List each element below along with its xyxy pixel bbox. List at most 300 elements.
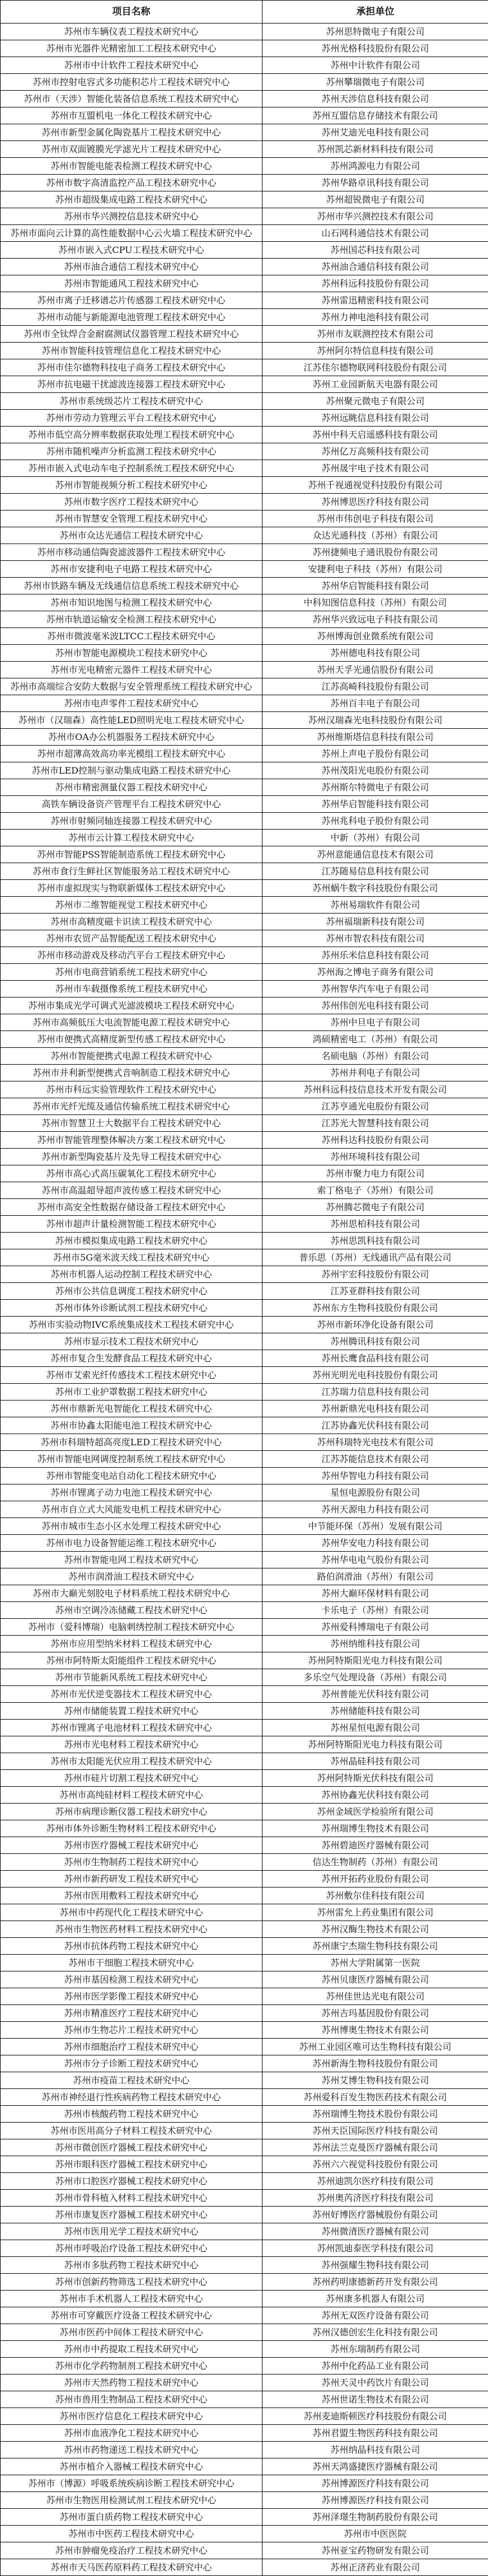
organization-cell: 苏州药明康德新药开发有限公司 (262, 2274, 488, 2291)
table-row (1, 175, 488, 191)
project-name-cell: 苏州市农贸产品智能配送工程技术研究中心 (1, 930, 262, 947)
table-row (1, 1669, 488, 1686)
table-row (1, 1652, 488, 1669)
table-row (1, 191, 488, 208)
organization-cell: 苏州中化药品工业有限公司 (262, 2358, 488, 2374)
project-name-cell: 苏州市众达光通信工程技术研究中心 (1, 527, 262, 544)
project-name-cell: 苏州市体外诊断生物材料工程技术研究中心 (1, 1820, 262, 1837)
table-row (1, 309, 488, 326)
organization-cell: 苏州碧迪医疗器械有限公司 (262, 1837, 488, 1854)
table-row (1, 1249, 488, 1266)
project-name-cell: 苏州市医学影像工程技术研究中心 (1, 1988, 262, 2005)
project-name-cell: 苏州市呼吸治疗设备工程技术研究中心 (1, 2240, 262, 2257)
organization-cell: 苏州宇宏科技股份有限公司 (262, 1266, 488, 1283)
project-name-cell: 苏州市神经退行性疾病药物工程技术研究中心 (1, 2089, 262, 2106)
organization-cell: 苏州维斯塔信息科技有限公司 (262, 729, 488, 746)
project-name-cell: 苏州市全钛焊合金耐腐测试仪器管理工程技术研究中心 (1, 326, 262, 343)
project-name-cell: 苏州市中计软件工程技术研究中心 (1, 57, 262, 74)
organization-cell: 苏州科远科技股份有限公司 (262, 275, 488, 292)
organization-cell: 中新（苏州）有限公司 (262, 830, 488, 846)
project-name-cell: 苏州市核酸药物工程技术研究中心 (1, 2106, 262, 2123)
project-name-cell: 苏州市智能管理整体解决方案工程技术研究中心 (1, 1132, 262, 1149)
project-name-cell: 苏州市协鑫太阳能电池工程技术研究中心 (1, 1417, 262, 1434)
organization-cell: 苏州华安电力科技有限公司 (262, 1535, 488, 1552)
organization-cell: 苏州华启智能科技有限公司 (262, 796, 488, 813)
project-name-cell: 苏州市LED控制与驱动集成电路工程技术研究中心 (1, 762, 262, 779)
organization-cell: 苏州科达科技股份有限公司 (262, 1132, 488, 1149)
table-row (1, 1720, 488, 1736)
project-name-cell: 苏州市智能电网调度控制系统工程技术研究中心 (1, 1451, 262, 1468)
table-row (1, 2526, 488, 2542)
project-name-cell: 苏州市高温超导超声波传感工程技术研究中心 (1, 1182, 262, 1199)
table-row (1, 981, 488, 997)
organization-cell: 苏州思凯科技有限公司 (262, 1233, 488, 1249)
table-row (1, 1417, 488, 1434)
table-row (1, 1098, 488, 1115)
table-row (1, 2123, 488, 2139)
table-row (1, 1165, 488, 1182)
table-row (1, 2240, 488, 2257)
project-name-cell: 苏州市食行生鲜社区智能服务站工程技术研究中心 (1, 863, 262, 880)
table-row (1, 762, 488, 779)
organization-cell: 苏州市友联测控技术有限公司 (262, 326, 488, 343)
organization-cell: 苏州华智电力科技有限公司 (262, 1468, 488, 1484)
table-row (1, 2509, 488, 2526)
project-name-cell: 苏州市锂离子电池材料工程技术研究中心 (1, 1720, 262, 1736)
table-row (1, 1518, 488, 1535)
organization-cell: 苏州康多机器人有限公司 (262, 2291, 488, 2307)
organization-cell: 苏州捷频电子通讯股份有限公司 (262, 544, 488, 561)
project-name-cell: 苏州市（汉瑞森）高性能LED照明光电工程技术研究中心 (1, 712, 262, 729)
organization-cell: 苏州福瑞新科技有限公司 (262, 914, 488, 930)
organization-cell: 苏州纳晶科技有限公司 (262, 2442, 488, 2458)
table-row (1, 796, 488, 813)
organization-cell: 安捷利电子科技（苏州）有限公司 (262, 561, 488, 578)
project-name-cell: 苏州市口腔医疗器械工程技术研究中心 (1, 2173, 262, 2190)
organization-cell: 鸿硕精密电工（苏州）有限公司 (262, 1031, 488, 1048)
organization-cell: 苏州工业园新航天电器有限公司 (262, 376, 488, 393)
organization-cell: 苏州新鼎光电科技有限公司 (262, 1401, 488, 1417)
organization-cell: 苏州六六视觉科技股份有限公司 (262, 2156, 488, 2173)
project-name-cell: 苏州市集成光学可调式光滤波模块工程技术研究中心 (1, 997, 262, 1014)
project-name-cell: 苏州市医药中间体工程技术研究中心 (1, 2324, 262, 2341)
organization-cell: 苏州阿特斯阳光电力科技有限公司 (262, 1652, 488, 1669)
table-row (1, 1300, 488, 1317)
project-name-cell: 苏州市高端综合安防大数据与安全管理系统工程技术研究中心 (1, 678, 262, 695)
project-name-cell: 苏州市移动通信陶瓷滤波器件工程技术研究中心 (1, 544, 262, 561)
table-row (1, 1350, 488, 1367)
project-name-cell: 苏州市5G毫米波天线工程技术研究中心 (1, 1249, 262, 1266)
project-name-cell: 苏州市科远实验管理软件工程技术研究中心 (1, 1081, 262, 1098)
table-row (1, 2072, 488, 2089)
project-name-cell: 苏州市可穿戴医疗设备工程技术研究中心 (1, 2307, 262, 2324)
table-row (1, 594, 488, 611)
project-name-cell: 苏州市抗体药物工程技术研究中心 (1, 1938, 262, 1955)
project-name-cell: 苏州市油合通信工程技术研究中心 (1, 259, 262, 275)
table-row (1, 1182, 488, 1199)
project-name-cell: 苏州市锂离子动力电池工程技术研究中心 (1, 1484, 262, 1501)
organization-cell: 苏州星恒电源有限公司 (262, 1720, 488, 1736)
organization-cell: 星恒电源股份有限公司 (262, 1484, 488, 1501)
project-name-cell: 苏州市智慧安全管理工程技术研究中心 (1, 510, 262, 527)
project-name-cell: 苏州市知识地图与检测工程技术研究中心 (1, 594, 262, 611)
project-name-cell: 苏州市智能PSS智能制造系统工程技术研究中心 (1, 846, 262, 863)
organization-cell: 苏州斯尔特微电子有限公司 (262, 779, 488, 796)
table-row (1, 1081, 488, 1098)
table-row (1, 1988, 488, 2005)
table-row (1, 1031, 488, 1048)
organization-cell: 苏州远眺信息科技有限公司 (262, 410, 488, 427)
project-name-cell: 苏州市智能视频分析工程技术研究中心 (1, 477, 262, 494)
project-name-cell: 苏州市光电精密元器件工程技术研究中心 (1, 662, 262, 678)
project-name-cell: 苏州市虚拟现实与物联新媒体工程技术研究中心 (1, 880, 262, 897)
project-name-cell: 苏州市医疗信息化工程技术研究中心 (1, 2408, 262, 2425)
organization-cell: 索丁格电子（苏州）有限公司 (262, 1182, 488, 1199)
organization-cell: 卡乐电子（苏州）有限公司 (262, 1602, 488, 1619)
organization-cell: 苏州汉酶生物技术有限公司 (262, 1921, 488, 1938)
project-name-cell: 苏州市低空高分辨率数据获取处理工程技术研究中心 (1, 427, 262, 443)
project-name-cell: 苏州市节能新风系统工程技术研究中心 (1, 1669, 262, 1686)
table-row (1, 1484, 488, 1501)
table-row (1, 997, 488, 1014)
table-row (1, 1048, 488, 1065)
project-name-cell: 苏州市新型陶瓷基片及先导工程技术研究中心 (1, 1149, 262, 1165)
table-row (1, 376, 488, 393)
table-row (1, 2156, 488, 2173)
table-row (1, 2425, 488, 2442)
project-name-cell: 苏州市公共信息调度工程技术研究中心 (1, 1283, 262, 1300)
organization-cell: 苏州易瑞软件有限公司 (262, 897, 488, 914)
organization-cell: 苏州德电科技有限公司 (262, 645, 488, 662)
table-row (1, 1770, 488, 1787)
project-name-cell: 苏州市润滑油工程技术研究中心 (1, 1568, 262, 1585)
table-row (1, 1233, 488, 1249)
table-row (1, 779, 488, 796)
project-name-cell: 苏州市机器人运动控制工程技术研究中心 (1, 1266, 262, 1283)
project-name-cell: 苏州市中医药工程技术研究中心 (1, 2526, 262, 2542)
table-row (1, 527, 488, 544)
organization-cell: 江苏光大智慧科技有限公司 (262, 1115, 488, 1132)
project-name-cell: 苏州市车载摄像系统工程技术研究中心 (1, 981, 262, 997)
organization-cell: 名硕电脑（苏州）有限公司 (262, 1048, 488, 1065)
table-row (1, 813, 488, 830)
organization-cell: 苏州强耀生物科技有限公司 (262, 2257, 488, 2274)
organization-cell: 苏州超锐微电子有限公司 (262, 191, 488, 208)
organization-cell: 路伯润滑油（苏州）有限公司 (262, 1568, 488, 1585)
project-name-cell: 苏州市车辆仪表工程技术研究中心 (1, 24, 262, 40)
organization-cell: 苏州爱科百发生物医药技术有限公司 (262, 2089, 488, 2106)
organization-cell: 苏州中旦电子有限公司 (262, 1014, 488, 1031)
organization-cell: 苏州纳维科技有限公司 (262, 1636, 488, 1652)
table-row (1, 326, 488, 343)
organization-cell: 苏州市智农科技有限公司 (262, 930, 488, 947)
table-row (1, 695, 488, 712)
organization-cell: 苏州瑞博生物技术股份有限公司 (262, 2106, 488, 2123)
table-row (1, 1971, 488, 1988)
organization-cell: 苏州鸿源电力有限公司 (262, 158, 488, 175)
organization-cell: 苏州意能通信息技术有限公司 (262, 846, 488, 863)
project-name-cell: 苏州市移动游戏及移动汽平台工程技术研究中心 (1, 947, 262, 964)
organization-cell: 苏州贝康医疗器械有限公司 (262, 1971, 488, 1988)
table-row (1, 1333, 488, 1350)
project-name-cell: 苏州市植介入器械工程技术研究中心 (1, 2458, 262, 2475)
organization-cell: 苏州迪凯尔医疗科技有限公司 (262, 2173, 488, 2190)
table-row (1, 2039, 488, 2055)
table-row (1, 359, 488, 376)
project-name-cell: 苏州市细胞治疗工程技术研究中心 (1, 2039, 262, 2055)
organization-cell: 江苏亚群科技有限公司 (262, 1283, 488, 1300)
table-row (1, 1501, 488, 1518)
table-row (1, 2559, 488, 2576)
organization-cell: 苏州佳世达光电有限公司 (262, 1988, 488, 2005)
project-name-cell: 苏州市OA办公机器服务工程技术研究中心 (1, 729, 262, 746)
organization-cell: 苏州汉瑞森光电科技股份有限公司 (262, 712, 488, 729)
table-row (1, 1283, 488, 1300)
organization-cell: 苏州力神电池科技有限公司 (262, 309, 488, 326)
project-name-cell: 苏州市眼科医疗器械工程技术研究中心 (1, 2156, 262, 2173)
organization-cell: 信达生物制药（苏州）有限公司 (262, 1854, 488, 1871)
table-row (1, 897, 488, 914)
table-row (1, 930, 488, 947)
table-row (1, 1384, 488, 1401)
table-row (1, 40, 488, 57)
project-name-cell: 苏州市高安全性数据存储设备工程技术研究中心 (1, 1199, 262, 1216)
organization-cell: 多乐空气处理设备（苏州）有限公司 (262, 1669, 488, 1686)
organization-cell: 江苏协鑫光伏科技有限公司 (262, 1417, 488, 1434)
project-name-cell: 苏州市天马医药原料药工程技术研究中心 (1, 2559, 262, 2576)
table-row (1, 662, 488, 678)
table-row (1, 2089, 488, 2106)
table-row (1, 1619, 488, 1636)
table-row (1, 1887, 488, 1904)
table-row (1, 1686, 488, 1703)
organization-cell: 苏州乐米信息科技有限公司 (262, 947, 488, 964)
table-row (1, 947, 488, 964)
organization-cell: 苏州储能科技有限公司 (262, 1703, 488, 1720)
project-name-cell: 苏州市医用敷料工程技术研究中心 (1, 1887, 262, 1904)
project-name-cell: 苏州市劳动力管理云平台工程技术研究中心 (1, 410, 262, 427)
table-row (1, 2207, 488, 2223)
table-row (1, 578, 488, 594)
organization-cell: 苏州东方生物科技股份有限公司 (262, 1300, 488, 1317)
organization-cell: 苏州东瑞制药有限公司 (262, 2341, 488, 2358)
project-name-cell: 苏州市华兴测控信息技术研究中心 (1, 208, 262, 225)
table-row (1, 91, 488, 107)
table-row (1, 477, 488, 494)
table-row (1, 1736, 488, 1753)
project-name-cell: 苏州市射频同轴连接器工程技术研究中心 (1, 813, 262, 830)
project-name-cell: 苏州市空调冷冻储藏工程技术研究中心 (1, 1602, 262, 1619)
organization-cell: 苏州微清医疗器械有限公司 (262, 2223, 488, 2240)
organization-cell: 江苏瑞力信息科技有限公司 (262, 1384, 488, 1401)
organization-cell: 苏州并利电子有限公司 (262, 1065, 488, 1081)
organization-cell: 苏州攀瑞微电子有限公司 (262, 74, 488, 91)
organization-cell: 苏州天臣国际医疗科技有限公司 (262, 2123, 488, 2139)
project-name-cell: 苏州市嵌入式CPU工程技术研究中心 (1, 242, 262, 259)
table-row (1, 964, 488, 981)
table-row (1, 275, 488, 292)
organization-cell: 苏州华兴致远电子科技有限公司 (262, 611, 488, 628)
project-name-cell: 苏州市蛋白质药物工程技术研究中心 (1, 2509, 262, 2526)
column-header-project-name: 项目名称 (1, 1, 262, 24)
project-name-cell: 苏州市光伏逆变器技术工程技术研究中心 (1, 1686, 262, 1703)
organization-cell: 苏州敷尔佳科技有限公司 (262, 1887, 488, 1904)
table-row (1, 141, 488, 158)
table-row (1, 494, 488, 510)
organization-cell: 苏州工业园区唯可达生物科技有限公司 (262, 2039, 488, 2055)
organization-cell: 苏州中科天启遥感科技有限公司 (262, 427, 488, 443)
table-row (1, 1468, 488, 1484)
table-row (1, 124, 488, 141)
table-row (1, 2492, 488, 2509)
organization-cell: 苏州博奥生物技术有限公司 (262, 2022, 488, 2039)
organization-cell: 中科知图信息科技（苏州）有限公司 (262, 594, 488, 611)
table-row (1, 1703, 488, 1720)
organization-cell: 苏州阿尔特信息科技有限公司 (262, 343, 488, 359)
organization-cell: 苏州晟宇电子技术有限公司 (262, 460, 488, 477)
organization-cell: 苏州市新环净化设备有限公司 (262, 1317, 488, 1333)
organization-cell: 苏州奥芮济医疗科技有限公司 (262, 2190, 488, 2207)
organization-cell: 苏州市聚力电力有限公司 (262, 1165, 488, 1182)
organization-cell: 苏州吉玛基因股份有限公司 (262, 2005, 488, 2022)
table-row (1, 2274, 488, 2291)
organization-cell: 苏州金域医学检验所有限公司 (262, 1804, 488, 1820)
organization-cell: 苏州雷允上药业集团有限公司 (262, 1904, 488, 1921)
table-row (1, 2055, 488, 2072)
project-name-cell: 苏州市硅片切割工程技术研究中心 (1, 1770, 262, 1787)
table-row (1, 1216, 488, 1233)
project-name-cell: 苏州市光器件光精密加工工程技术研究中心 (1, 40, 262, 57)
table-row (1, 1636, 488, 1652)
table-row (1, 2005, 488, 2022)
organization-cell: 苏州腾讯科技有限公司 (262, 1333, 488, 1350)
organization-cell: 苏州普能光伏科技有限公司 (262, 1686, 488, 1703)
organization-cell: 苏州天灵中药饮片有限公司 (262, 2374, 488, 2391)
table-row (1, 1585, 488, 1602)
organization-cell: 苏州科远科技信息技术开发有限公司 (262, 1081, 488, 1098)
table-row (1, 2408, 488, 2425)
organization-cell: 苏州油合通信科技有限公司 (262, 259, 488, 275)
table-row (1, 510, 488, 527)
table-row (1, 880, 488, 897)
project-name-cell: 苏州市高心式高压碳氧化工程技术研究中心 (1, 1165, 262, 1182)
organization-cell: 苏州市伟创电子科技有限公司 (262, 510, 488, 527)
table-row (1, 712, 488, 729)
organization-cell: 苏州阿特斯光伏科技有限公司 (262, 1770, 488, 1787)
organization-cell: 苏州市中医医院 (262, 2526, 488, 2542)
project-name-cell: 苏州市骨科植入材料工程技术研究中心 (1, 2190, 262, 2207)
table-row (1, 2190, 488, 2207)
project-name-cell: 苏州市城市生态小区水处理工程技术研究中心 (1, 1518, 262, 1535)
project-name-cell: 苏州市智能便携式电源工程技术研究中心 (1, 1048, 262, 1065)
table-row (1, 628, 488, 645)
project-name-cell: 苏州市自立式大风能发电机工程技术研究中心 (1, 1501, 262, 1518)
table-row (1, 1266, 488, 1283)
project-name-cell: 苏州市智慧卫士大数据平台工程技术研究中心 (1, 1115, 262, 1132)
project-name-cell: 苏州市显示技术工程技术研究中心 (1, 1333, 262, 1350)
organization-cell: 苏州腾芯微电子有限公司 (262, 1199, 488, 1216)
organization-cell: 苏州天源电力科技有限公司 (262, 1501, 488, 1518)
table-row (1, 443, 488, 460)
organization-cell: 苏州市华兴测控技术有限公司 (262, 208, 488, 225)
organization-cell: 苏州大巅环保材料有限公司 (262, 1585, 488, 1602)
table-row (1, 393, 488, 410)
table-row (1, 74, 488, 91)
project-name-cell: 苏州市康复医疗器械工程技术研究中心 (1, 2207, 262, 2223)
table-row (1, 2291, 488, 2307)
project-name-cell: 苏州市安捷利电子电路工程技术研究中心 (1, 561, 262, 578)
organization-cell: 苏州新海生物科技股份有限公司 (262, 2055, 488, 2072)
table-row (1, 292, 488, 309)
project-name-cell: 苏州市工业护罩数据工程技术研究中心 (1, 1384, 262, 1401)
organization-cell: 苏州正济药业有限公司 (262, 2559, 488, 2576)
project-name-cell: 苏州市离子迁移谱芯片传感器工程技术研究中心 (1, 292, 262, 309)
table-row (1, 2022, 488, 2039)
table-row (1, 225, 488, 242)
project-name-cell: 苏州市光纤光缆及通信传输系统工程技术研究中心 (1, 1098, 262, 1115)
table-row (1, 611, 488, 628)
project-name-cell: 苏州市智能电能表检测工程技术研究中心 (1, 158, 262, 175)
table-row (1, 830, 488, 846)
organization-cell: 苏州法兰克曼医疗器械有限公司 (262, 2139, 488, 2156)
organization-cell: 苏州爱科博瑞电子有限公司 (262, 1619, 488, 1636)
table-row (1, 410, 488, 427)
table-row (1, 561, 488, 578)
organization-cell: 苏州大学附属第一医院 (262, 1955, 488, 1971)
organization-cell: 江苏苏能信息技术有限公司 (262, 1451, 488, 1468)
organization-cell: 苏州兆科电子股份有限公司 (262, 813, 488, 830)
table-row (1, 2341, 488, 2358)
table-row (1, 1451, 488, 1468)
organization-cell: 江苏佳尔德物联网科技股份有限公司 (262, 359, 488, 376)
project-name-cell: 苏州市智能电网工程技术研究中心 (1, 1552, 262, 1568)
table-row (1, 1804, 488, 1820)
organization-cell: 苏州思柏科技有限公司 (262, 1216, 488, 1233)
table-row (1, 645, 488, 662)
project-name-cell: 苏州市动能与新能源电池管理工程技术研究中心 (1, 309, 262, 326)
project-name-cell: 苏州市超声计量检测智能工程技术研究中心 (1, 1216, 262, 1233)
table-row (1, 2458, 488, 2475)
organization-cell: 山石网科通信技术有限公司 (262, 225, 488, 242)
table-row (1, 1753, 488, 1770)
table-row (1, 2475, 488, 2492)
table-row (1, 1955, 488, 1971)
table-row (1, 57, 488, 74)
table-row (1, 1552, 488, 1568)
table-row (1, 1367, 488, 1384)
table-row (1, 2173, 488, 2190)
project-name-cell: 苏州市太阳能光伏应用工程技术研究中心 (1, 1753, 262, 1770)
project-name-cell: 苏州市兽用生物制品工程技术研究中心 (1, 2391, 262, 2408)
organization-cell: 苏州世诺生物技术有限公司 (262, 2391, 488, 2408)
organization-cell: 苏州百丰电子有限公司 (262, 695, 488, 712)
project-name-cell: 苏州市嵌入式电动车电子控制系统工程技术研究中心 (1, 460, 262, 477)
project-name-cell: 苏州市精准医疗工程技术研究中心 (1, 2005, 262, 2022)
table-row (1, 242, 488, 259)
organization-cell: 苏州思特微电子有限公司 (262, 24, 488, 40)
project-name-cell: 苏州市电商营销系统工程技术研究中心 (1, 964, 262, 981)
organization-cell: 苏州蜗牛数字科技股份有限公司 (262, 880, 488, 897)
organization-cell: 苏州千视通视觉科技股份有限公司 (262, 477, 488, 494)
project-name-cell: 苏州市电力设备智能运维工程技术研究中心 (1, 1535, 262, 1552)
organization-cell: 苏州艾迪光电科技有限公司 (262, 124, 488, 141)
project-name-cell: 苏州市科瑞特超高亮度LED工程技术研究中心 (1, 1434, 262, 1451)
project-name-cell: 苏州市肿瘤免疫治疗工程技术研究中心 (1, 2542, 262, 2559)
project-name-cell: 苏州市（博源）呼吸系统疾病诊断工程技术研究中心 (1, 2475, 262, 2492)
organization-cell: 普乐思（苏州）无线通讯产品有限公司 (262, 1249, 488, 1266)
table-row (1, 1904, 488, 1921)
table-row (1, 1837, 488, 1854)
